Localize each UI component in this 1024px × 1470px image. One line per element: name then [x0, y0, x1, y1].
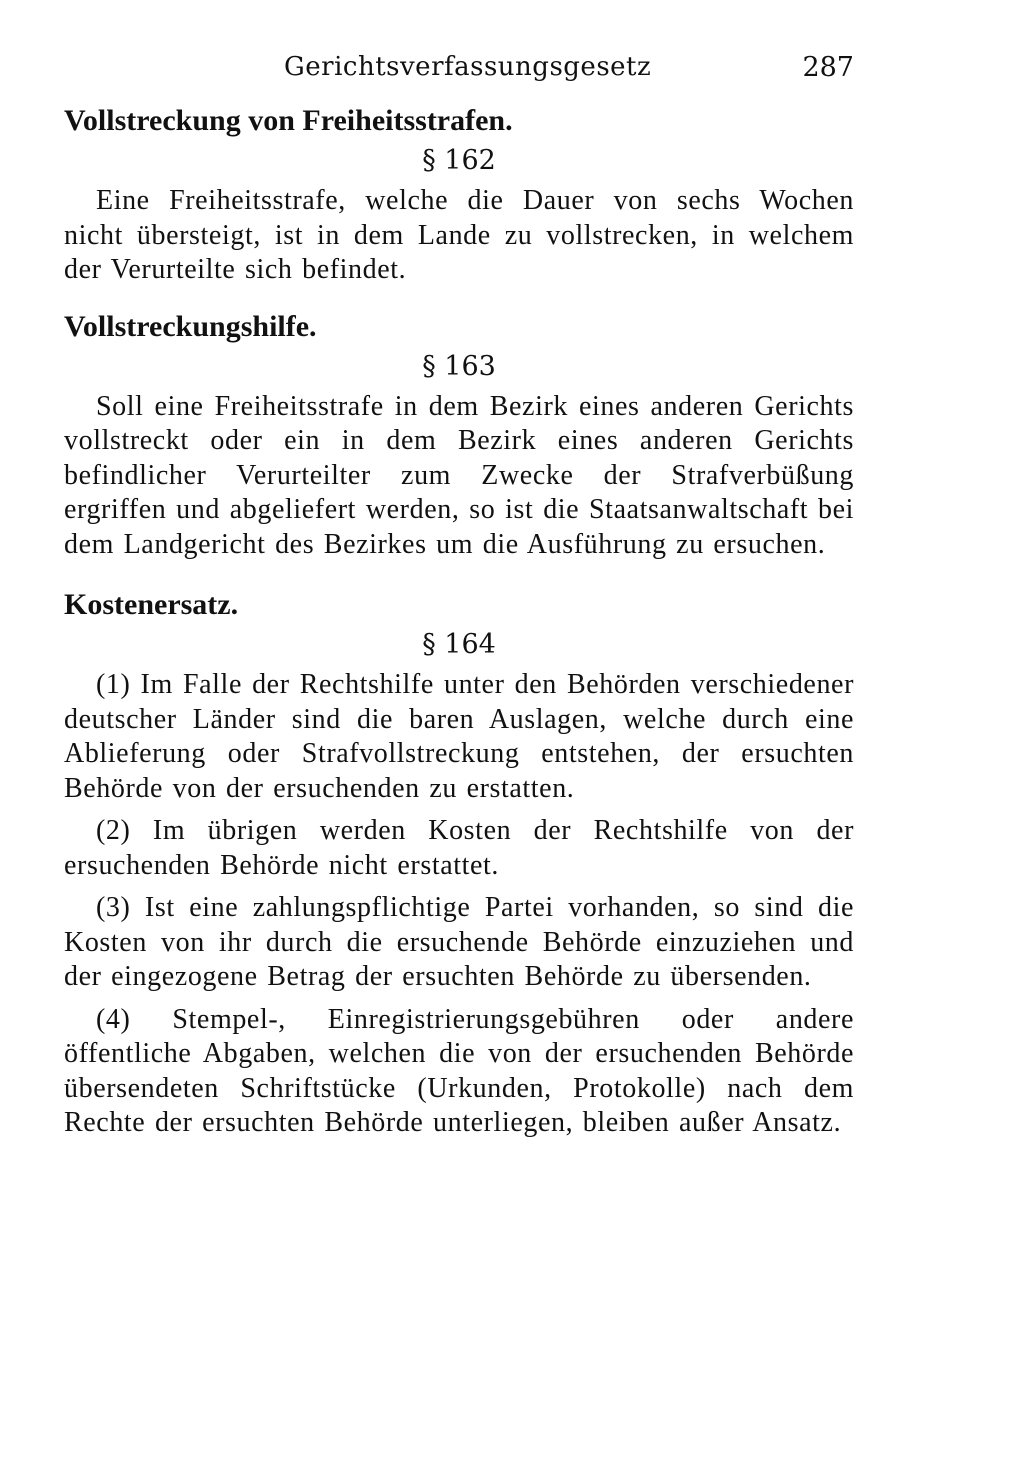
- subparagraph-2: (2) Im übrigen werden Kosten der Rechtshilfe von der ersuchenden Behörde nicht erstattet.: [64, 815, 854, 881]
- paragraph-text: Eine Freiheitsstrafe, welche die Dauer von sechs Wochen nicht übersteigt, ist in dem Lande zu vollstrecken, in welchem der Verurteilte sich befindet.: [64, 185, 854, 285]
- running-header: [64, 52, 854, 92]
- subparagraph-1: (1) Im Falle der Rechtshilfe unter den Behörden verschiedener deutscher Länder sind die baren Auslagen, welche durch eine Ablieferung oder Strafvollstreckung entstehen, der ersuchten Behörde von der ersuchenden zu erstatten.: [64, 669, 854, 804]
- section-163: [64, 308, 854, 563]
- running-title: Gerichtsverfassungsgesetz: [284, 52, 652, 82]
- section-164: [64, 586, 854, 1141]
- section-heading: Kostenersatz.: [64, 588, 239, 621]
- section-heading: Vollstreckungshilfe.: [64, 309, 317, 343]
- paragraph-number: § 163: [422, 350, 496, 382]
- page-number: 287: [802, 52, 854, 83]
- section-162: [64, 102, 854, 288]
- paragraph-number: § 162: [422, 145, 496, 176]
- section-heading: Vollstreckung von Freiheitsstrafen.: [64, 104, 513, 137]
- subparagraph-4: (4) Stempel-, Einregistrierungsgebühren oder andere öffentliche Abgaben, welchen die von der ersuchenden Behörde übersendeten Schriftstücke (Urkunden, Protokolle) nach dem Rechte der ersuchten Behörde unterliegen, bleiben außer Ansatz.: [64, 1003, 854, 1138]
- subparagraph-3: (3) Ist eine zahlungspflichtige Partei vorhanden, so sind die Kosten von ihr durch die ersuchende Behörde einzuziehen und der eingezogene Betrag der ersuchten Behörde zu übersenden.: [64, 892, 854, 992]
- document-page: [64, 52, 854, 1141]
- paragraph-number: § 164: [422, 629, 496, 660]
- paragraph-text: Soll eine Freiheitsstrafe in dem Bezirk eines anderen Gerichts vollstreckt oder ein in dem Bezirk eines anderen Gerichts befindlicher Verurteilter zum Zwecke der Strafverbüßung ergriffen und abgeliefert werden, so ist die Staatsanwaltschaft bei dem Landgericht des Bezirkes um die Ausführung zu ersuchen.: [64, 390, 854, 560]
